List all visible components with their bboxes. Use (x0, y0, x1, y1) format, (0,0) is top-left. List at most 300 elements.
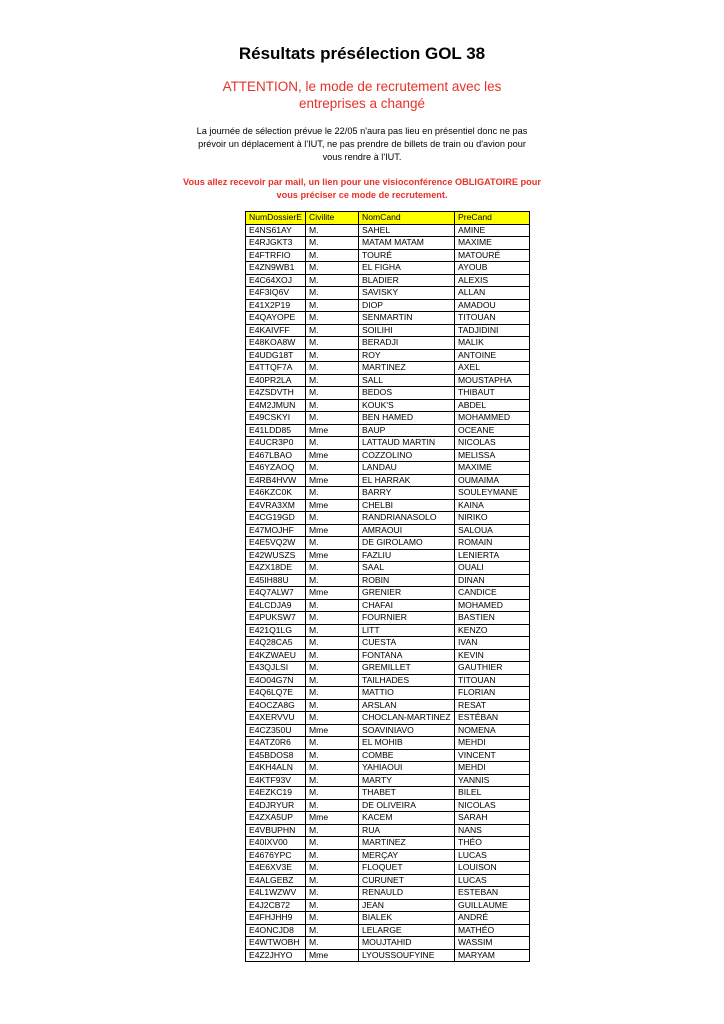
table-row (246, 562, 530, 575)
cell-civilite: M. (306, 849, 359, 862)
cell-civilite: M. (306, 312, 359, 325)
cell-nomcand: RUA (359, 824, 455, 837)
cell-civilite: M. (306, 899, 359, 912)
cell-nomcand: YAHIAOUI (359, 762, 455, 775)
cell-civilite: Mme (306, 587, 359, 600)
table-row (246, 937, 530, 950)
cell-civilite: M. (306, 874, 359, 887)
cell-nomcand: FLOQUET (359, 862, 455, 875)
cell-numdossier: E4WTWOBH (246, 937, 306, 950)
cell-nomcand: EL HARRAK (359, 474, 455, 487)
cell-civilite: M. (306, 562, 359, 575)
table-row (246, 574, 530, 587)
cell-numdossier: E42WUSZS (246, 549, 306, 562)
cell-numdossier: E4E5VQ2W (246, 537, 306, 550)
table-row (246, 812, 530, 825)
cell-precand: MEHDI (455, 762, 530, 775)
cell-nomcand: MARTY (359, 774, 455, 787)
cell-nomcand: ARSLAN (359, 699, 455, 712)
cell-nomcand: CHAFAI (359, 599, 455, 612)
cell-civilite: M. (306, 662, 359, 675)
info-line: vous rendre à l'IUT. (322, 152, 402, 162)
cell-nomcand: LELARGE (359, 924, 455, 937)
cell-precand: TITOUAN (455, 674, 530, 687)
cell-numdossier: E4KAIVFF (246, 324, 306, 337)
cell-precand: BILEL (455, 787, 530, 800)
cell-civilite: M. (306, 674, 359, 687)
cell-civilite: Mme (306, 812, 359, 825)
cell-precand: NIRIKO (455, 512, 530, 525)
cell-civilite: M. (306, 462, 359, 475)
cell-precand: KAINA (455, 499, 530, 512)
table-row (246, 924, 530, 937)
cell-nomcand: KACEM (359, 812, 455, 825)
cell-precand: OUMAIMA (455, 474, 530, 487)
cell-civilite: M. (306, 774, 359, 787)
table-row (246, 837, 530, 850)
cell-numdossier: E4VBUPHN (246, 824, 306, 837)
cell-precand: AXEL (455, 362, 530, 375)
cell-nomcand: MOUJTAHID (359, 937, 455, 950)
table-row (246, 799, 530, 812)
cell-precand: DINAN (455, 574, 530, 587)
cell-civilite: M. (306, 737, 359, 750)
cell-nomcand: ROBIN (359, 574, 455, 587)
table-row (246, 287, 530, 300)
info-line: prévoir un déplacement à l'IUT, ne pas prendre de billets de train ou d'avion pour (198, 139, 526, 149)
table-row (246, 512, 530, 525)
cell-nomcand: BLADIER (359, 274, 455, 287)
table-row (246, 437, 530, 450)
cell-numdossier: E46YZAOQ (246, 462, 306, 475)
cell-nomcand: KOUK'S (359, 399, 455, 412)
cell-civilite: M. (306, 574, 359, 587)
cell-numdossier: E4KTF93V (246, 774, 306, 787)
cell-nomcand: CHELBI (359, 499, 455, 512)
cell-civilite: M. (306, 749, 359, 762)
cell-precand: NOMENA (455, 724, 530, 737)
cell-precand: SOULEYMANE (455, 487, 530, 500)
cell-civilite: M. (306, 324, 359, 337)
cell-numdossier: E4C64XOJ (246, 274, 306, 287)
cell-precand: MOHAMED (455, 599, 530, 612)
table-row (246, 549, 530, 562)
cell-numdossier: E4DJRYUR (246, 799, 306, 812)
header-numdossier: NumDossierE (246, 212, 306, 225)
cell-numdossier: E4CZ350U (246, 724, 306, 737)
cell-nomcand: TAILHADES (359, 674, 455, 687)
cell-numdossier: E4VRA3XM (246, 499, 306, 512)
info-line: La journée de sélection prévue le 22/05 n'aura pas lieu en présentiel donc ne pas (196, 126, 528, 136)
cell-nomcand: SAVISKY (359, 287, 455, 300)
cell-nomcand: FAZLIU (359, 549, 455, 562)
cell-numdossier: E4ZN9WB1 (246, 262, 306, 275)
cell-nomcand: EL MOHIB (359, 737, 455, 750)
notice-line: vous préciser ce mode de recrutement. (276, 190, 448, 200)
table-row (246, 362, 530, 375)
cell-precand: MATHÉO (455, 924, 530, 937)
cell-nomcand: RENAULD (359, 887, 455, 900)
cell-nomcand: EL FIGHA (359, 262, 455, 275)
cell-precand: RESAT (455, 699, 530, 712)
cell-nomcand: SOAVINIAVO (359, 724, 455, 737)
cell-civilite: Mme (306, 724, 359, 737)
cell-precand: ALEXIS (455, 274, 530, 287)
cell-civilite: Mme (306, 549, 359, 562)
cell-civilite: M. (306, 237, 359, 250)
cell-numdossier: E4ZSDVTH (246, 387, 306, 400)
cell-numdossier: E421Q1LG (246, 624, 306, 637)
table-row (246, 849, 530, 862)
cell-civilite: M. (306, 624, 359, 637)
cell-precand: KENZO (455, 624, 530, 637)
cell-precand: TADJIDINI (455, 324, 530, 337)
cell-numdossier: E43QJLSI (246, 662, 306, 675)
cell-numdossier: E4J2CB72 (246, 899, 306, 912)
cell-nomcand: BEN HAMED (359, 412, 455, 425)
cell-precand: MAXIME (455, 237, 530, 250)
cell-nomcand: BEDOS (359, 387, 455, 400)
cell-nomcand: SOILIHI (359, 324, 455, 337)
cell-nomcand: COZZOLINO (359, 449, 455, 462)
attention-message (0, 78, 724, 112)
table-row (246, 687, 530, 700)
cell-precand: MALIK (455, 337, 530, 350)
cell-numdossier: E4PUKSW7 (246, 612, 306, 625)
cell-precand: NICOLAS (455, 437, 530, 450)
cell-precand: LUCAS (455, 874, 530, 887)
cell-nomcand: BERADJI (359, 337, 455, 350)
cell-civilite: Mme (306, 499, 359, 512)
table-row (246, 624, 530, 637)
cell-precand: GAUTHIER (455, 662, 530, 675)
cell-nomcand: MARTINEZ (359, 362, 455, 375)
table-row (246, 487, 530, 500)
cell-numdossier: E4Q28CA5 (246, 637, 306, 650)
cell-numdossier: E4Q6LQ7E (246, 687, 306, 700)
table-row (246, 349, 530, 362)
cell-civilite: M. (306, 787, 359, 800)
cell-civilite: M. (306, 599, 359, 612)
cell-numdossier: E4L1WZWV (246, 887, 306, 900)
cell-numdossier: E4ALGEBZ (246, 874, 306, 887)
table-row (246, 649, 530, 662)
cell-civilite: Mme (306, 524, 359, 537)
results-body (246, 224, 530, 962)
notice-line: Vous allez recevoir par mail, un lien pour une visioconférence OBLIGATOIRE pour (183, 177, 541, 187)
table-row (246, 262, 530, 275)
cell-civilite: Mme (306, 949, 359, 962)
table-row (246, 312, 530, 325)
cell-civilite: M. (306, 249, 359, 262)
cell-precand: MELISSA (455, 449, 530, 462)
info-paragraph (0, 125, 724, 164)
visio-notice (0, 176, 724, 202)
cell-nomcand: RANDRIANASOLO (359, 512, 455, 525)
table-row (246, 249, 530, 262)
table-row (246, 912, 530, 925)
cell-nomcand: AMRAOUI (359, 524, 455, 537)
cell-nomcand: MARTINEZ (359, 837, 455, 850)
table-row (246, 524, 530, 537)
cell-precand: AMINE (455, 224, 530, 237)
cell-numdossier: E4EZKC19 (246, 787, 306, 800)
cell-nomcand: SAHEL (359, 224, 455, 237)
table-row (246, 324, 530, 337)
cell-precand: MAXIME (455, 462, 530, 475)
cell-nomcand: CUESTA (359, 637, 455, 650)
cell-precand: NANS (455, 824, 530, 837)
cell-precand: GUILLAUME (455, 899, 530, 912)
cell-precand: LUCAS (455, 849, 530, 862)
cell-nomcand: DE GIROLAMO (359, 537, 455, 550)
cell-numdossier: E4OCZA8G (246, 699, 306, 712)
cell-numdossier: E4XERVVU (246, 712, 306, 725)
cell-civilite: M. (306, 262, 359, 275)
cell-nomcand: LYOUSSOUFYINE (359, 949, 455, 962)
table-row (246, 699, 530, 712)
cell-nomcand: MATAM MATAM (359, 237, 455, 250)
cell-numdossier: E4CG19GD (246, 512, 306, 525)
cell-civilite: M. (306, 349, 359, 362)
table-row (246, 599, 530, 612)
table-row (246, 462, 530, 475)
cell-numdossier: E4ZXA5UP (246, 812, 306, 825)
results-table (245, 211, 530, 962)
cell-precand: ESTÉBAN (455, 712, 530, 725)
table-row (246, 862, 530, 875)
cell-nomcand: MATTIO (359, 687, 455, 700)
cell-numdossier: E4RB4HVW (246, 474, 306, 487)
table-row (246, 637, 530, 650)
cell-civilite: M. (306, 824, 359, 837)
cell-civilite: M. (306, 274, 359, 287)
cell-civilite: M. (306, 387, 359, 400)
cell-precand: AYOUB (455, 262, 530, 275)
table-row (246, 424, 530, 437)
cell-numdossier: E4O04G7N (246, 674, 306, 687)
table-row (246, 299, 530, 312)
cell-numdossier: E4676YPC (246, 849, 306, 862)
cell-nomcand: GRENIER (359, 587, 455, 600)
table-row (246, 537, 530, 550)
cell-nomcand: THABET (359, 787, 455, 800)
cell-precand: ANTOINE (455, 349, 530, 362)
table-row (246, 474, 530, 487)
cell-precand: OCEANE (455, 424, 530, 437)
cell-precand: AMADOU (455, 299, 530, 312)
cell-civilite: M. (306, 287, 359, 300)
cell-numdossier: E4UCR3P0 (246, 437, 306, 450)
table-row (246, 274, 530, 287)
table-row (246, 774, 530, 787)
cell-nomcand: SENMARTIN (359, 312, 455, 325)
cell-precand: ESTEBAN (455, 887, 530, 900)
cell-numdossier: E47MOJHF (246, 524, 306, 537)
cell-precand: MOUSTAPHA (455, 374, 530, 387)
cell-precand: YANNIS (455, 774, 530, 787)
cell-nomcand: DIOP (359, 299, 455, 312)
cell-nomcand: CHOCLAN-MARTINEZ (359, 712, 455, 725)
cell-nomcand: FOURNIER (359, 612, 455, 625)
cell-civilite: M. (306, 649, 359, 662)
cell-nomcand: BIALEK (359, 912, 455, 925)
table-row (246, 662, 530, 675)
table-row (246, 724, 530, 737)
table-row (246, 712, 530, 725)
table-row (246, 762, 530, 775)
table-row (246, 412, 530, 425)
cell-civilite: M. (306, 712, 359, 725)
cell-nomcand: SALL (359, 374, 455, 387)
table-row (246, 749, 530, 762)
cell-precand: THÉO (455, 837, 530, 850)
cell-numdossier: E41LDD85 (246, 424, 306, 437)
cell-civilite: M. (306, 512, 359, 525)
cell-precand: MOHAMMED (455, 412, 530, 425)
cell-civilite: Mme (306, 449, 359, 462)
cell-precand: IVAN (455, 637, 530, 650)
cell-numdossier: E4ZX18DE (246, 562, 306, 575)
cell-numdossier: E46KZC0K (246, 487, 306, 500)
cell-nomcand: JEAN (359, 899, 455, 912)
cell-civilite: M. (306, 887, 359, 900)
table-row (246, 612, 530, 625)
cell-civilite: M. (306, 537, 359, 550)
cell-numdossier: E40IXV00 (246, 837, 306, 850)
cell-numdossier: E467LBAO (246, 449, 306, 462)
cell-precand: MEHDI (455, 737, 530, 750)
table-row (246, 387, 530, 400)
table-row (246, 887, 530, 900)
cell-civilite: M. (306, 912, 359, 925)
cell-precand: BASTIEN (455, 612, 530, 625)
cell-precand: LOUISON (455, 862, 530, 875)
table-row (246, 824, 530, 837)
cell-numdossier: E45BDOS8 (246, 749, 306, 762)
cell-numdossier: E4ONCJD8 (246, 924, 306, 937)
table-row (246, 949, 530, 962)
cell-numdossier: E4F3IQ6V (246, 287, 306, 300)
cell-nomcand: ROY (359, 349, 455, 362)
cell-precand: TITOUAN (455, 312, 530, 325)
cell-civilite: M. (306, 762, 359, 775)
cell-civilite: M. (306, 224, 359, 237)
cell-precand: NICOLAS (455, 799, 530, 812)
cell-nomcand: COMBE (359, 749, 455, 762)
cell-numdossier: E4QAYOPE (246, 312, 306, 325)
cell-precand: MATOURÉ (455, 249, 530, 262)
cell-numdossier: E4RJGKT3 (246, 237, 306, 250)
cell-civilite: M. (306, 699, 359, 712)
cell-nomcand: LATTAUD MARTIN (359, 437, 455, 450)
cell-civilite: Mme (306, 474, 359, 487)
cell-civilite: M. (306, 362, 359, 375)
cell-numdossier: E4ATZ0R6 (246, 737, 306, 750)
table-row (246, 337, 530, 350)
cell-numdossier: E4NS61AY (246, 224, 306, 237)
cell-numdossier: E4FHJHH9 (246, 912, 306, 925)
cell-precand: MARYAM (455, 949, 530, 962)
cell-precand: THIBAUT (455, 387, 530, 400)
cell-numdossier: E4TTQF7A (246, 362, 306, 375)
table-row (246, 374, 530, 387)
cell-precand: ABDEL (455, 399, 530, 412)
cell-numdossier: E4LCDJA9 (246, 599, 306, 612)
cell-numdossier: E4M2JMUN (246, 399, 306, 412)
table-row (246, 874, 530, 887)
cell-civilite: M. (306, 437, 359, 450)
cell-precand: SALOUA (455, 524, 530, 537)
cell-numdossier: E48KOA8W (246, 337, 306, 350)
cell-precand: KEVIN (455, 649, 530, 662)
cell-civilite: M. (306, 937, 359, 950)
table-row (246, 499, 530, 512)
cell-numdossier: E4FTRFIO (246, 249, 306, 262)
cell-numdossier: E4Z2JHYO (246, 949, 306, 962)
cell-civilite: M. (306, 374, 359, 387)
cell-precand: ROMAIN (455, 537, 530, 550)
cell-civilite: M. (306, 924, 359, 937)
header-nomcand: NomCand (359, 212, 455, 225)
cell-nomcand: SAAL (359, 562, 455, 575)
table-row (246, 449, 530, 462)
cell-civilite: M. (306, 837, 359, 850)
cell-civilite: M. (306, 337, 359, 350)
attention-line: entreprises a changé (298, 96, 426, 111)
cell-civilite: Mme (306, 424, 359, 437)
cell-nomcand: GREMILLET (359, 662, 455, 675)
cell-numdossier: E4UDG18T (246, 349, 306, 362)
cell-precand: LENIERTA (455, 549, 530, 562)
cell-numdossier: E4KH4ALN (246, 762, 306, 775)
cell-numdossier: E49CSKYI (246, 412, 306, 425)
cell-civilite: M. (306, 487, 359, 500)
cell-numdossier: E4E6XV3E (246, 862, 306, 875)
cell-civilite: M. (306, 799, 359, 812)
cell-nomcand: LANDAU (359, 462, 455, 475)
cell-nomcand: BARRY (359, 487, 455, 500)
table-row (246, 587, 530, 600)
table-row (246, 787, 530, 800)
header-civilite: Civilite (306, 212, 359, 225)
cell-precand: CANDICE (455, 587, 530, 600)
table-row (246, 674, 530, 687)
table-row (246, 399, 530, 412)
cell-precand: VINCENT (455, 749, 530, 762)
cell-civilite: M. (306, 687, 359, 700)
table-row (246, 224, 530, 237)
cell-numdossier: E41X2P19 (246, 299, 306, 312)
table-row (246, 899, 530, 912)
cell-nomcand: BAUP (359, 424, 455, 437)
page-title: Résultats présélection GOL 38 (238, 44, 486, 63)
cell-civilite: M. (306, 412, 359, 425)
table-header-row (246, 212, 530, 225)
cell-civilite: M. (306, 862, 359, 875)
cell-nomcand: DE OLIVEIRA (359, 799, 455, 812)
cell-precand: SARAH (455, 812, 530, 825)
cell-civilite: M. (306, 399, 359, 412)
header-precand: PreCand (455, 212, 530, 225)
cell-precand: OUALI (455, 562, 530, 575)
cell-nomcand: MERÇAY (359, 849, 455, 862)
cell-nomcand: TOURÉ (359, 249, 455, 262)
attention-line: ATTENTION, le mode de recrutement avec les (222, 79, 502, 94)
table-row (246, 237, 530, 250)
cell-civilite: M. (306, 612, 359, 625)
cell-numdossier: E4KZWAEU (246, 649, 306, 662)
